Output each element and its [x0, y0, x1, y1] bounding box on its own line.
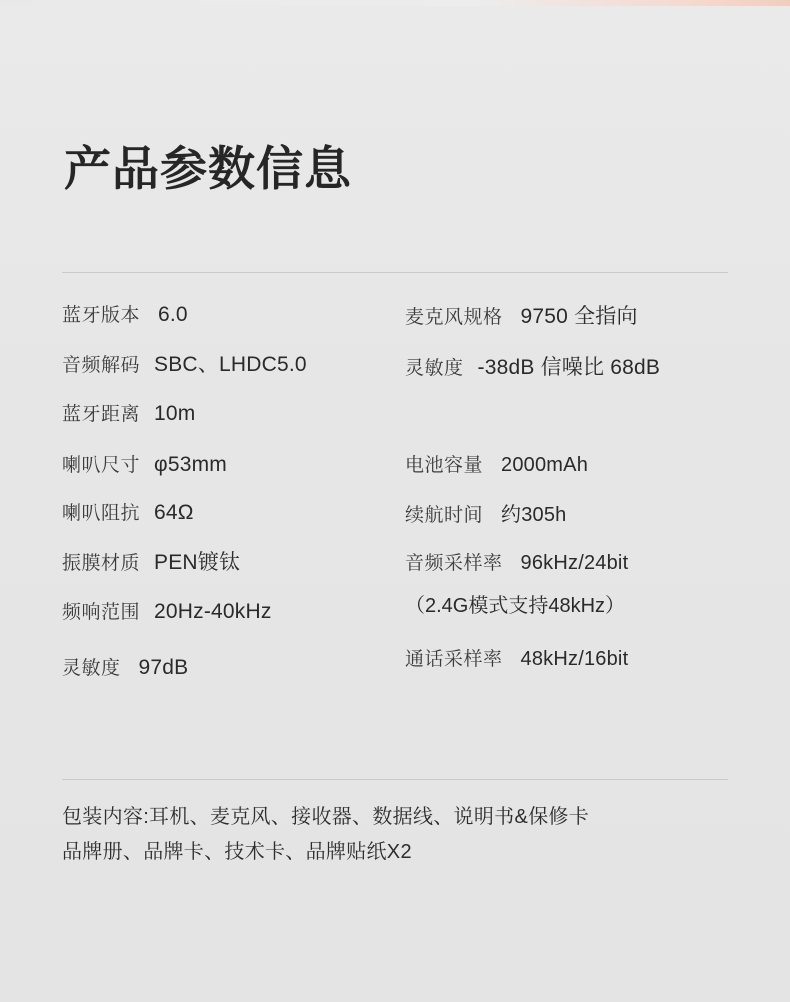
spec-row-note [405, 589, 735, 618]
spec-label: 音频解码 [62, 355, 141, 376]
spec-value: 10m [154, 402, 196, 425]
spec-row [62, 653, 392, 680]
spec-value: 9750 全指向 [520, 305, 638, 328]
spec-value: SBC、LHDC5.0 [154, 353, 307, 376]
spec-value: 约305h [501, 504, 567, 526]
package-line-1: 包装内容:耳机、麦克风、接收器、数据线、说明书&保修卡 [62, 806, 589, 828]
spec-row [62, 399, 392, 426]
spec-label: 通话采样率 [405, 649, 503, 670]
package-contents [62, 800, 728, 870]
spec-label: 振膜材质 [62, 553, 141, 574]
spec-note: （2.4G模式支持48kHz） [405, 595, 626, 617]
spec-value: φ53mm [154, 453, 227, 476]
spec-row [62, 450, 392, 477]
spec-column-right [405, 300, 735, 671]
spec-row [405, 351, 735, 381]
spec-row [62, 597, 392, 624]
spec-column-left [62, 300, 392, 680]
spec-label: 电池容量 [405, 455, 484, 476]
spec-row [405, 498, 735, 527]
spec-label: 喇叭阻抗 [62, 503, 141, 524]
spec-label: 蓝牙版本 [62, 305, 141, 326]
spec-value: 2000mAh [501, 454, 589, 476]
spec-value: 64Ω [154, 501, 194, 524]
spec-value: 20Hz-40kHz [154, 600, 272, 623]
spec-value: 48kHz/16bit [520, 648, 629, 670]
spec-label: 音频采样率 [405, 553, 503, 574]
spec-row [405, 644, 735, 671]
spec-row [62, 300, 392, 327]
divider-top [62, 272, 728, 273]
package-line-2: 品牌册、品牌卡、技术卡、品牌贴纸X2 [62, 841, 412, 863]
spec-row [62, 546, 392, 576]
content-area [62, 0, 728, 1002]
divider-bottom [62, 779, 728, 780]
spec-row [62, 348, 392, 378]
spec-value: 97dB [138, 656, 189, 679]
spec-value: 96kHz/24bit [520, 552, 629, 574]
spec-label: 频响范围 [62, 602, 141, 623]
spec-value: 6.0 [158, 303, 188, 326]
spec-label: 喇叭尺寸 [62, 455, 141, 476]
spec-row [405, 300, 735, 330]
spec-row [62, 498, 392, 525]
spec-label: 灵敏度 [62, 658, 121, 679]
spec-label: 蓝牙距离 [62, 404, 141, 425]
spec-value: PEN镀钛 [154, 551, 241, 574]
spec-row [405, 450, 735, 477]
spec-row [405, 548, 735, 575]
spec-value: -38dB 信噪比 68dB [477, 356, 661, 379]
spec-label: 续航时间 [405, 505, 484, 526]
page-title: 产品参数信息 [64, 142, 352, 195]
spec-label: 麦克风规格 [405, 307, 503, 328]
spec-label: 灵敏度 [405, 358, 464, 379]
